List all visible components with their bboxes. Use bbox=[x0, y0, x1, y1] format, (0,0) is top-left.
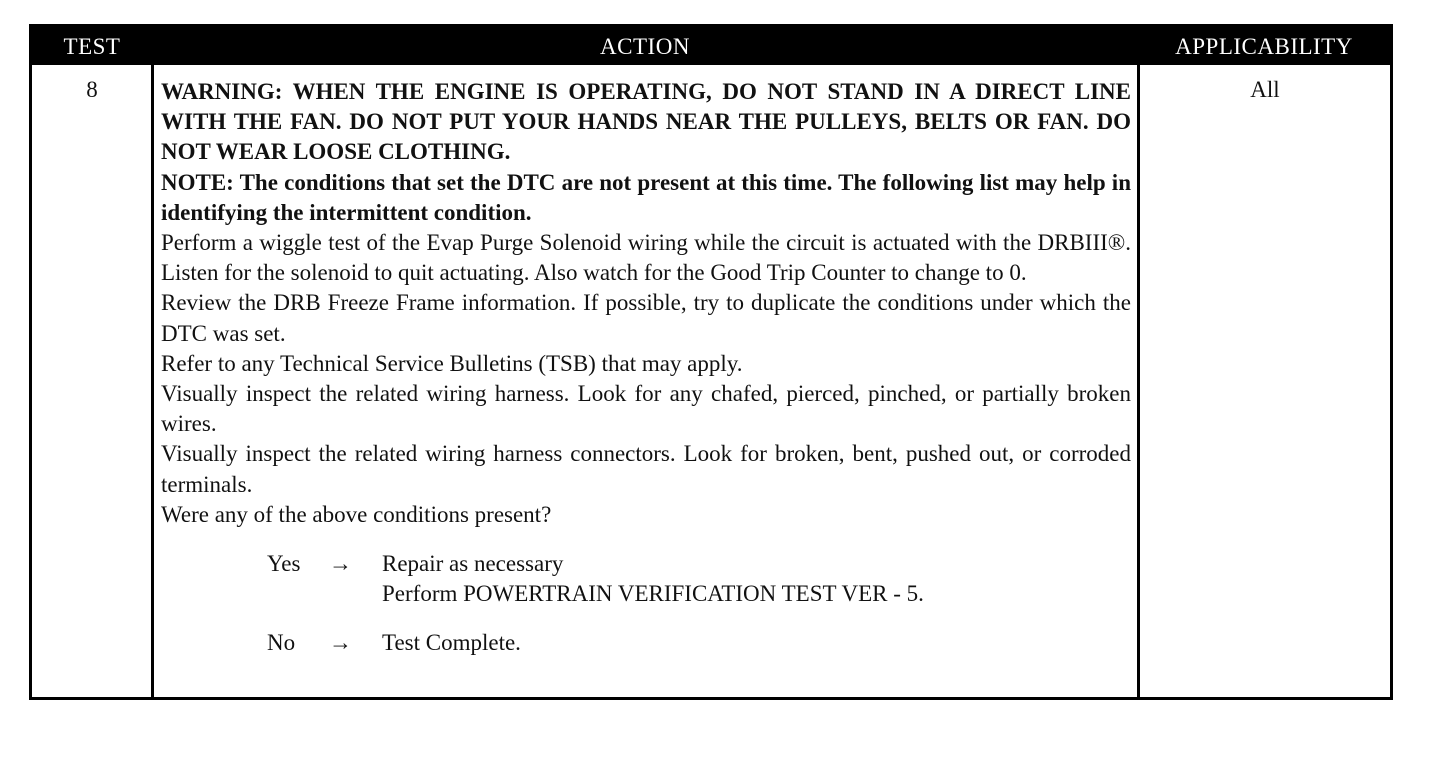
test-number: 8 bbox=[86, 77, 98, 102]
arrow-icon: → bbox=[329, 630, 352, 656]
step-text: Visually inspect the related wiring harness. Look for any chafed, pierced, pinched, or partially broken wires. bbox=[161, 381, 1131, 437]
yes-response bbox=[161, 549, 1131, 579]
no-action-1: Test Complete. bbox=[382, 630, 521, 656]
column-divider bbox=[151, 65, 154, 697]
note-text: NOTE: The conditions that set the DTC are not present at this time. The following list may help in identifying the intermittent condition. bbox=[161, 169, 1131, 225]
header-applicability: APPLICABILITY bbox=[1175, 34, 1353, 59]
column-divider bbox=[1137, 65, 1140, 697]
yes-action-1: Repair as necessary bbox=[382, 551, 564, 577]
no-label: No bbox=[267, 630, 296, 656]
header-action: ACTION bbox=[600, 34, 690, 59]
action-cell bbox=[161, 77, 1131, 658]
arrow-icon: → bbox=[329, 551, 352, 577]
warning-text: WARNING: WHEN THE ENGINE IS OPERATING, DO NOT STAND IN A DIRECT LINE WITH THE FAN. DO NOT PUT YOUR HANDS NEAR THE PULLEYS, BELTS OR FAN. DO NOT WEAR LOOSE CLOTHING. bbox=[161, 79, 1131, 165]
diagnostic-table bbox=[29, 24, 1393, 700]
header-test: TEST bbox=[63, 34, 121, 59]
step-text: Visually inspect the related wiring harness connectors. Look for broken, bent, pushed out, or corroded terminals. bbox=[161, 441, 1131, 497]
yes-response-cont bbox=[161, 579, 1131, 609]
question-text: Were any of the above conditions present? bbox=[161, 501, 552, 527]
yes-action-2: Perform POWERTRAIN VERIFICATION TEST VER - 5. bbox=[382, 581, 924, 607]
table-header bbox=[32, 27, 1390, 65]
step-text: Review the DRB Freeze Frame information. If possible, try to duplicate the conditions under which the DTC was set. bbox=[161, 290, 1131, 346]
yes-label: Yes bbox=[267, 551, 301, 577]
applicability-value: All bbox=[1250, 77, 1280, 102]
step-text: Perform a wiggle test of the Evap Purge Solenoid wiring while the circuit is actuated with the DRBIII®. Listen for the solenoid to quit actuating. Also watch for the Good Trip Counter to change to 0. bbox=[161, 230, 1131, 286]
no-response bbox=[161, 628, 1131, 658]
step-text: Refer to any Technical Service Bulletins (TSB) that may apply. bbox=[161, 350, 743, 376]
